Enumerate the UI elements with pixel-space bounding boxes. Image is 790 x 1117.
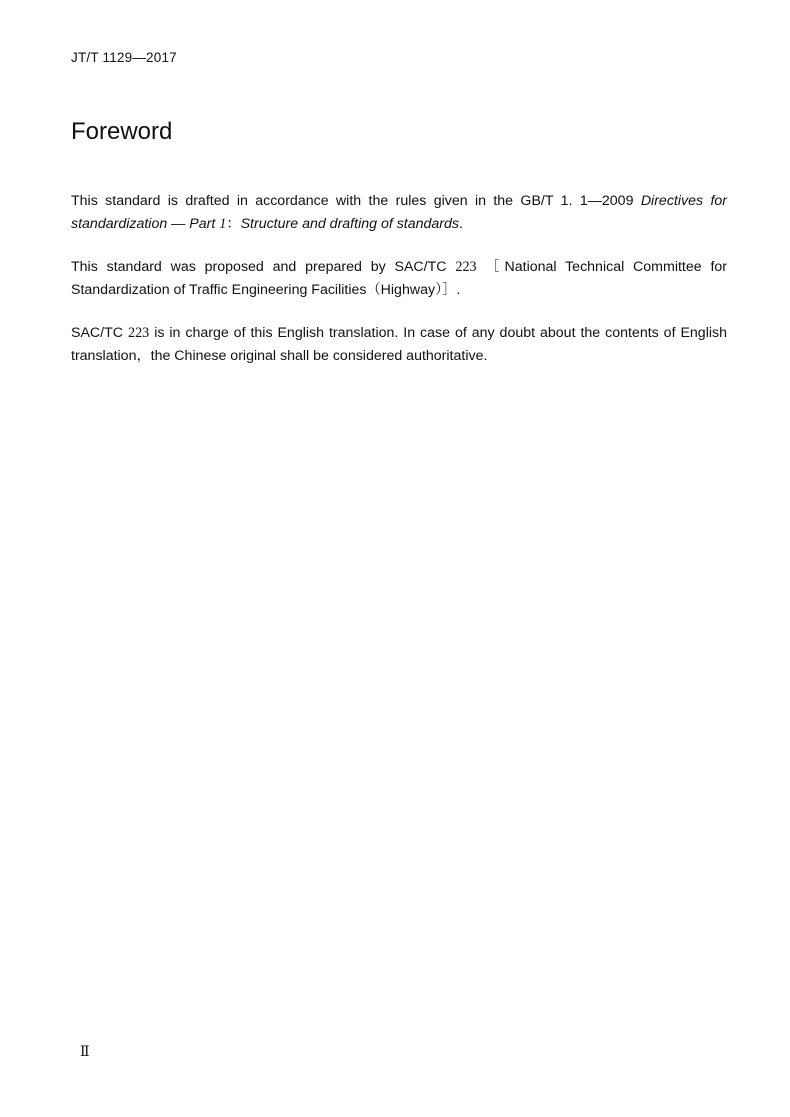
- foreword-paragraph-drafting-rules: [71, 190, 727, 235]
- p3-text: SAC/TC: [71, 325, 128, 341]
- p1-directives-title: Directives for standardization — Part: [71, 193, 727, 232]
- p3-statement: is in charge of this English translation. In case of any doubt about the contents of English translation，the Chinese original shall be considered authoritative.: [71, 325, 727, 364]
- p2-committee: ［National Technical Committee for Standardization of Traffic Engineering Facilities（Highway）］.: [71, 259, 727, 298]
- p1-end: .: [459, 215, 463, 232]
- foreword-paragraph-translation: [71, 322, 727, 367]
- p2-text: This standard was proposed and prepared by SAC/TC: [71, 259, 456, 275]
- p2-tc-number: 223: [455, 259, 477, 275]
- page-number: Ⅱ: [80, 1045, 90, 1060]
- p1-separator: ：: [226, 215, 241, 232]
- foreword-paragraph-proposed-by: [71, 256, 727, 301]
- p1-structure-title: Structure and drafting of standards: [240, 215, 460, 232]
- p1-text: This standard is drafted in accordance with the rules given in the GB/T 1. 1—2009: [71, 193, 641, 209]
- p3-tc-number: 223: [127, 325, 150, 341]
- document-code: JT/T 1129—2017: [71, 50, 177, 65]
- page-title: Foreword: [71, 118, 173, 145]
- p1-part-number: 1: [219, 215, 227, 232]
